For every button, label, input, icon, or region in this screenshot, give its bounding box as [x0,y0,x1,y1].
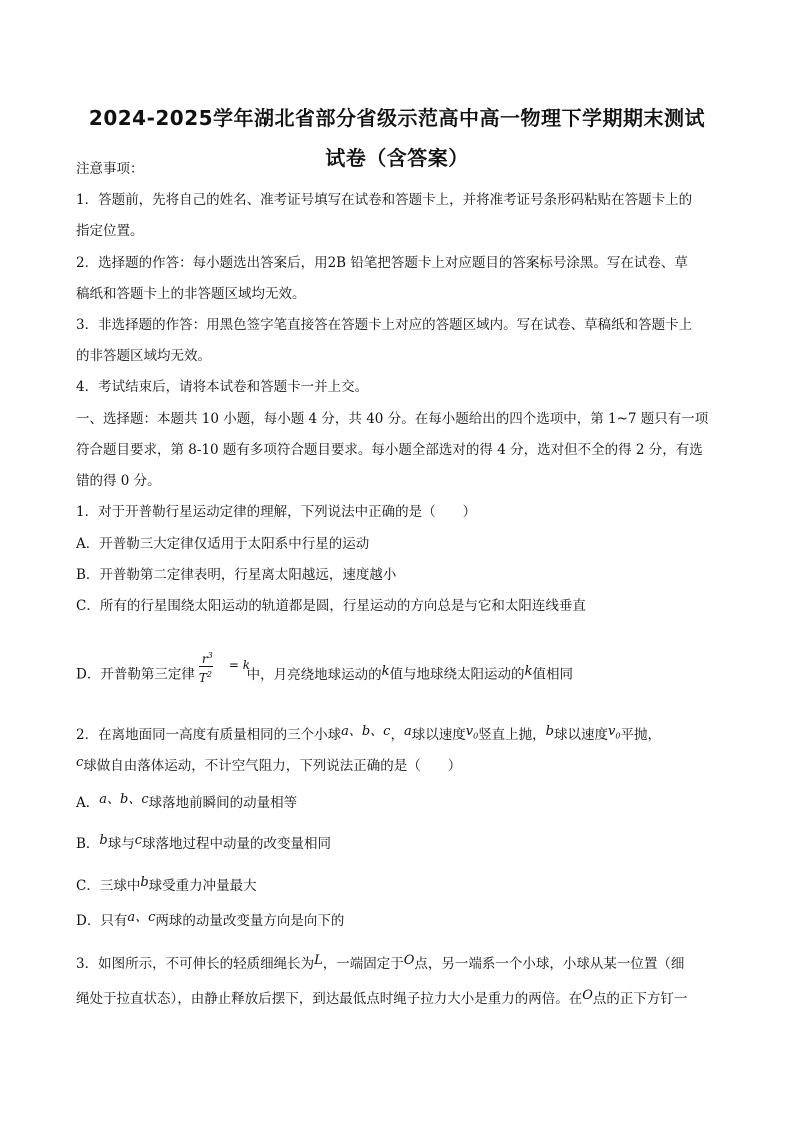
kepler-third-law-formula [198,649,250,685]
q2-v: v [465,724,474,739]
q1-d-mid1: 中，月亮绕地球运动的 [246,666,382,683]
q2-l1-a: 2．在离地面同一高度有质量相同的三个小球 [76,727,342,743]
doc-title-line2: 试卷（含答案） [325,146,469,170]
q2-c-pre: C．三球中 [76,878,141,894]
q2-c-b: b [140,875,149,890]
q2-l1-b: ， [390,727,404,743]
formula-t-exp: 2 [206,670,212,679]
q3-l2: 绳处于拉直状态），由静止释放后摆下，到达最低点时绳子拉力大小是重力的两倍。在 [76,991,583,1007]
notice-3-line1: 3．非选择题的作答：用黑色签字笔直接答在答题卡上对应的答题区域内。写在试卷、草稿纸和答题卡上 [76,317,693,333]
q2-b-c: c [134,833,143,848]
q2-option-b [76,835,718,854]
q3-l1-a: 3．如图所示，不可伸长的轻质细绳长为 [76,956,315,972]
q2-v2: v [608,724,616,739]
q3-l1-b: ，一端固定于 [322,956,404,972]
notice-2-line1: 2．选择题的作答：每小题选出答案后，用2B 铅笔把答题卡上对应题目的答案标号涂黑。写在试卷、草 [76,255,688,271]
q2-l1-c: 球以速度 [411,727,466,743]
q1-option-d [76,651,718,693]
q2-v-sub: 0 [473,731,479,741]
q2-a-pre: A． [76,795,100,811]
q2-c-post: 球受重力冲量最大 [148,878,257,894]
q2-b-pre: B． [76,836,100,852]
notice-4-line1: 4．考试结束后，请将本试卷和答题卡一并上交。 [76,379,369,395]
q2-l2: 球做自由落体运动，不计空气阻力，下列说法正确的是（ ） [83,758,462,774]
q2-l1-c2: 球以速度 [554,727,608,743]
notice-1-line2: 指定位置。 [76,223,144,239]
q2-v0-2 [608,724,620,739]
notice-2-line2: 稿纸和答题卡上的非答题区域均无效。 [76,286,306,302]
q1-stem: 1．对于开普勒行星运动定律的理解，下列说法中正确的是（ ） [76,504,477,520]
q2-v0 [466,724,478,739]
q1-d-prefix: D．开普勒第三定律 [76,666,195,683]
q3-L: L [314,953,323,968]
formula-t: T [198,671,207,685]
q3-O-2: O [582,988,593,1003]
q2-option-c [76,877,718,896]
q2-abc: a、b、c [341,724,391,739]
notice-1-line1: 1．答题前，先将自己的姓名、准考证号填写在试卷和答题卡上，并将准考证号条形码粘贴在答题卡上的 [76,192,693,208]
q2-a-abc: a、b、c [99,792,149,807]
q1-option-a: A．开普勒三大定律仅适用于太阳系中行星的运动 [76,536,370,552]
q2-d-ac: a、c [127,910,156,925]
q2-d-post: 两球的动量改变量方向是向下的 [155,913,345,929]
q3-stem-line2 [76,990,718,1009]
formula-equals-k: = k [228,658,250,672]
q2-a: a [403,724,412,739]
q2-a-post: 球落地前瞬间的动量相等 [148,795,298,811]
section1-line2: 符合题目要求，第 8-10 题有多项符合题目要求。每小题全部选对的得 4 分，选对但不全的得 2 分，有选 [76,442,703,458]
q3-l1-c: 点，另一端系一个小球，小球从某一位置（细 [414,956,685,972]
q1-d-k2: k [524,663,533,679]
q3-stem-line1 [76,955,718,974]
q2-l1-e: 平抛， [620,727,661,743]
q1-option-b: B．开普勒第二定律表明，行星离太阳越远，速度越小 [76,567,397,583]
q2-b-b: b [99,833,108,848]
q2-l1-d: 竖直上抛， [478,727,546,743]
formula-r-exp: 3 [207,651,213,660]
doc-title-line1: 2024-2025学年湖北省部分省级示范高中高一物理下学期期末测试 [88,106,706,130]
q2-b-mid: 球与 [107,836,135,852]
q2-stem-line2 [76,757,718,776]
q2-c: c [76,755,84,770]
q2-b-post: 球落地过程中动量的改变量相同 [142,836,332,852]
formula-r: r [201,652,208,666]
q2-option-a [76,794,718,813]
q2-b: b [545,724,554,739]
q1-d-k1: k [381,663,390,679]
q2-stem-line1 [76,726,718,750]
q2-v2-sub: 0 [615,731,621,741]
q2-d-pre: D．只有 [76,913,128,929]
q3-l2-end: 点的正下方钉一 [592,991,688,1007]
q1-d-mid2: 值与地球绕太阳运动的 [389,666,525,683]
notice-3-line2: 的非答题区域均无效。 [76,348,211,364]
section1-line3: 错的得 0 分。 [76,473,161,489]
notice-heading: 注意事项： [76,161,144,177]
q3-O: O [403,953,415,968]
q1-option-c: C．所有的行星围绕太阳运动的轨道都是圆，行星运动的方向总是与它和太阳连线垂直 [76,598,586,614]
q1-d-end: 值相同 [532,666,573,683]
q2-option-d [76,912,718,931]
section1-line1: 一、选择题：本题共 10 小题，每小题 4 分，共 40 分。在每小题给出的四个选项中，第 1~7 题只有一项 [76,411,709,427]
